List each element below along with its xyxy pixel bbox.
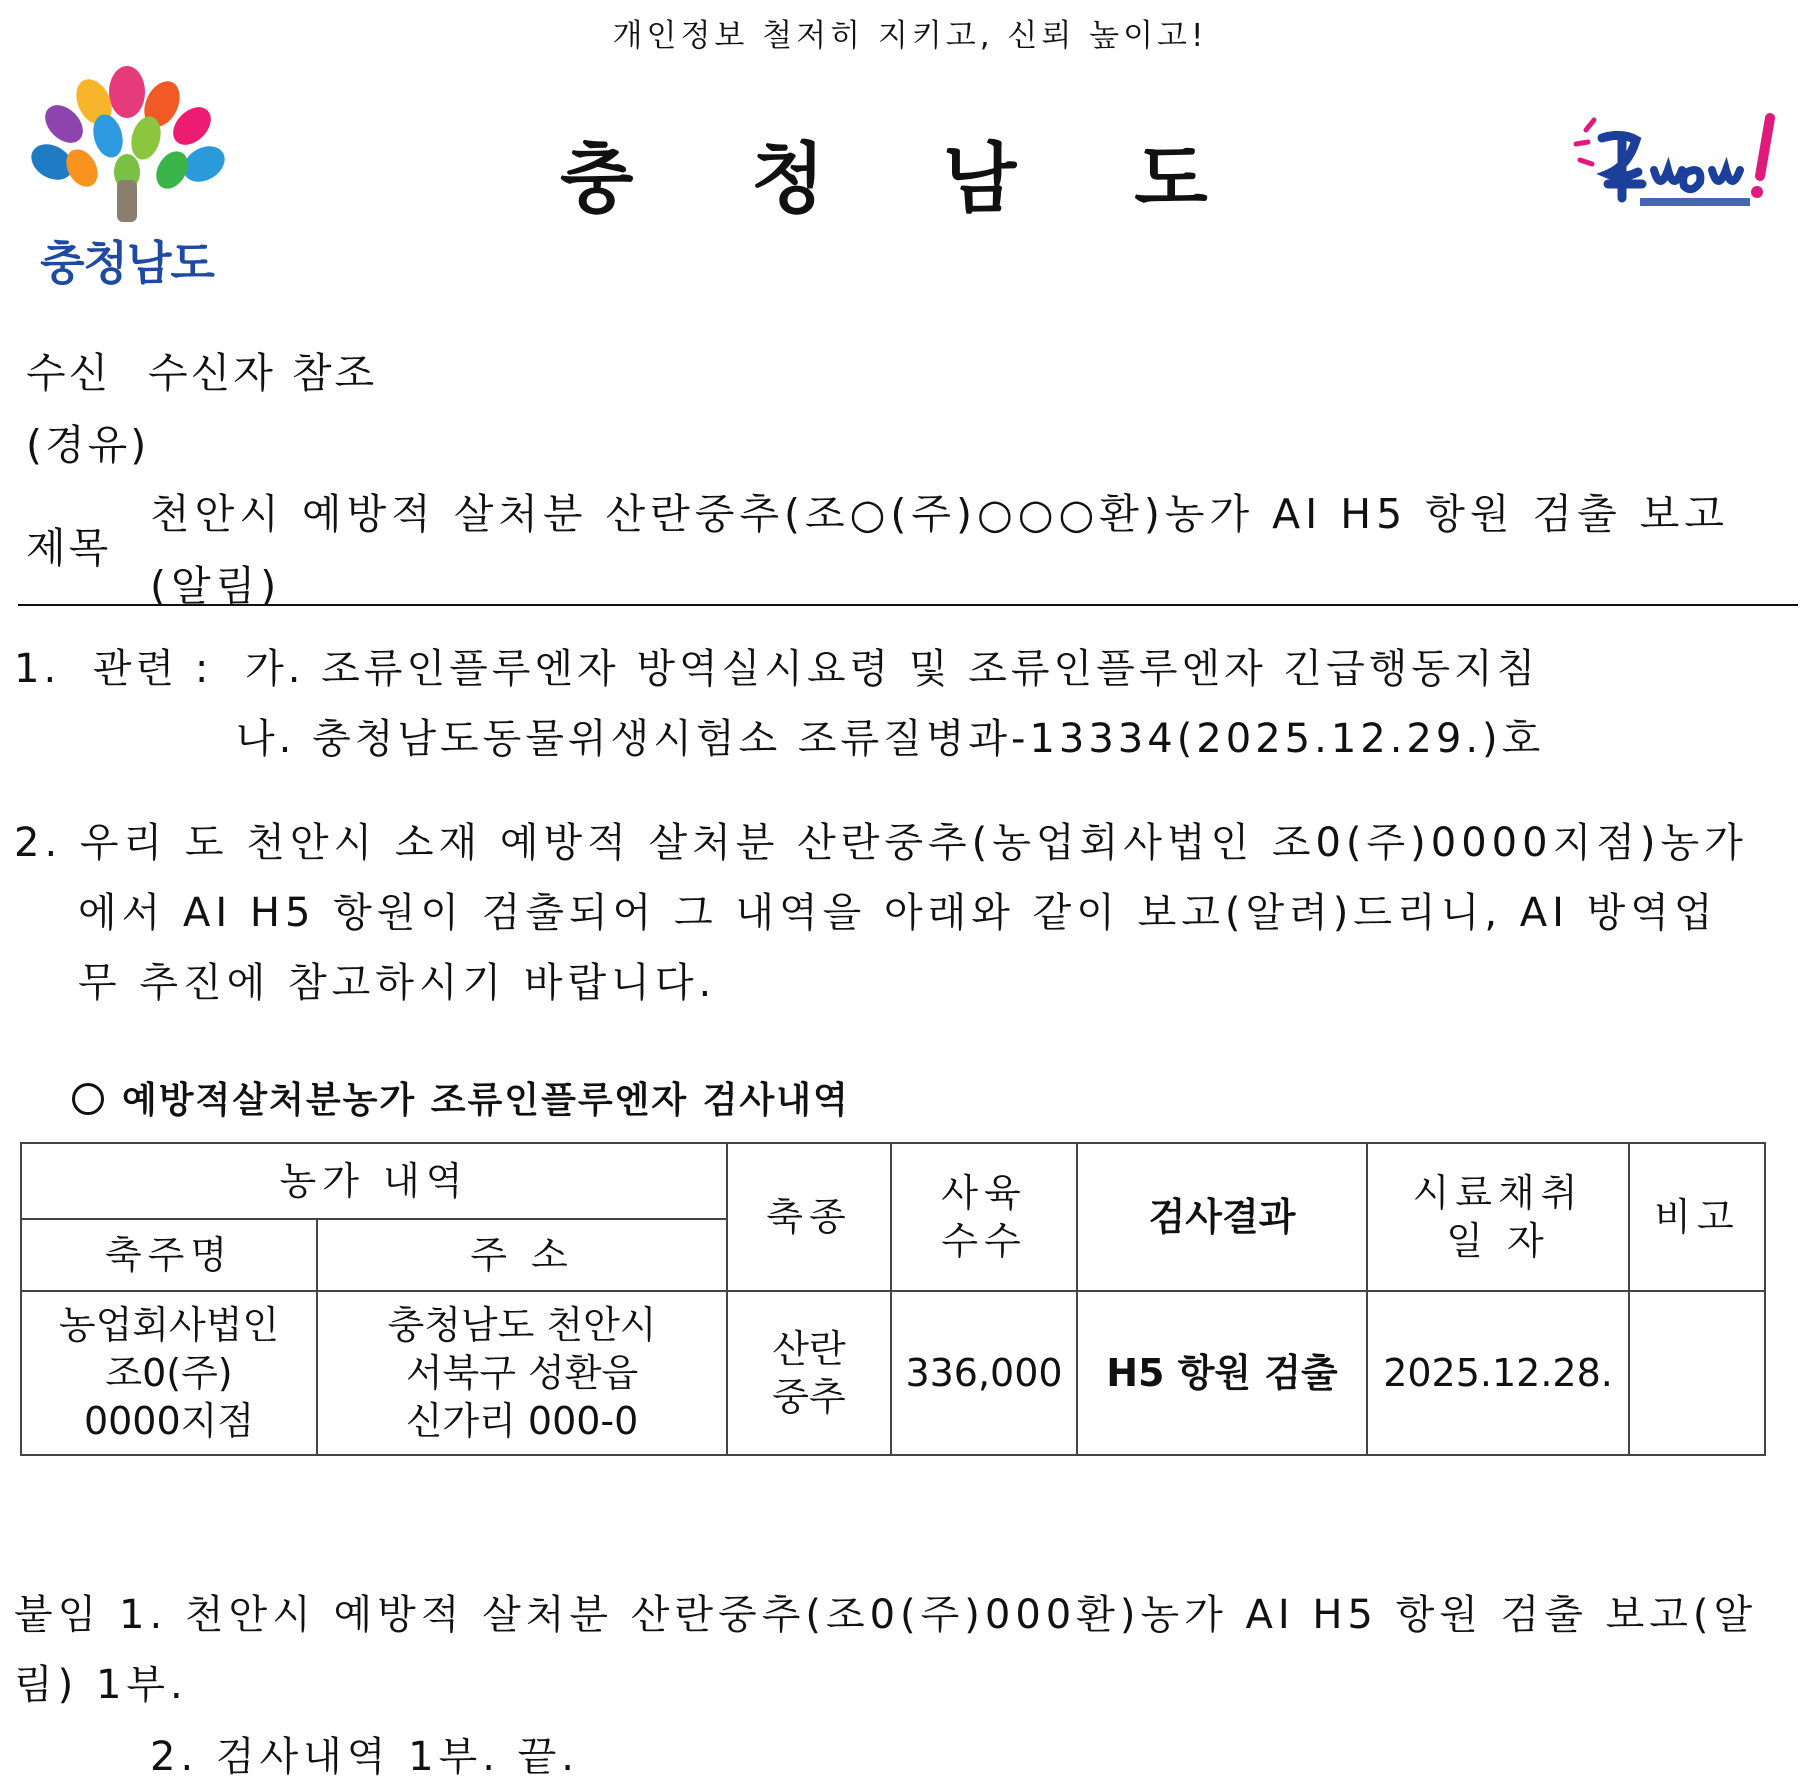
item2-line2: 에서 AI H5 항원이 검출되어 그 내역을 아래와 같이 보고(알려)드리니, AI 방역업 — [78, 890, 1718, 936]
recipient-value: 수신자 참조 — [148, 349, 378, 397]
slogan: 개인정보 철저히 지키고, 신뢰 높이고! — [612, 18, 1208, 54]
recipient-label: 수신 — [26, 349, 112, 397]
item2-paragraph — [14, 808, 1804, 1018]
item1-row — [14, 637, 1539, 694]
address-line1: 충청남도 천안시 — [387, 1303, 657, 1347]
owner-line3: 0000지점 — [83, 1399, 255, 1443]
attachment-line1: 붙임 1. 천안시 예방적 살처분 산란중추(조0(주)000환)농가 AI H5 항원 검출 보고(알 — [14, 1592, 1758, 1638]
species-line2: 중추 — [772, 1375, 846, 1419]
item1-num: 1. — [14, 646, 61, 692]
date-header-line2: 일 자 — [1446, 1219, 1550, 1263]
address-cell — [317, 1291, 727, 1455]
owner-header: 축주명 — [21, 1219, 317, 1291]
via-label: (경유) — [26, 421, 150, 469]
date-cell: 2025.12.28. — [1367, 1291, 1629, 1455]
farm-details-header: 농가 내역 — [21, 1143, 727, 1219]
owner-cell — [21, 1291, 317, 1455]
species-line1: 산란 — [772, 1327, 846, 1371]
item2-line3: 무 추진에 참고하시기 바랍니다. — [78, 960, 717, 1006]
header-divider — [18, 604, 1798, 606]
chungnam-logo — [22, 62, 232, 290]
via-row — [26, 412, 149, 471]
note-cell — [1629, 1291, 1765, 1455]
date-header — [1367, 1143, 1629, 1291]
species-cell — [727, 1291, 891, 1455]
count-cell: 336,000 — [891, 1291, 1077, 1455]
attachments — [14, 1580, 1804, 1720]
item1-b: 나. 충청남도동물위생시험소 조류질병과-13334(2025.12.29.)호 — [236, 716, 1545, 762]
subject-value: 천안시 예방적 살처분 산란중추(조○(주)○○○환)농가 AI H5 항원 검출 보고(알림) — [150, 490, 1729, 610]
tree-logo-icon — [22, 62, 232, 227]
species-header: 축종 — [727, 1143, 891, 1291]
address-header: 주 소 — [317, 1219, 727, 1291]
date-header-line1: 시료채취 — [1412, 1171, 1584, 1215]
address-line3: 신가리 000-0 — [405, 1399, 639, 1443]
circle-bullet-icon — [72, 1083, 104, 1115]
address-line2: 서북구 성환읍 — [405, 1351, 639, 1395]
inspection-table — [20, 1142, 1766, 1456]
count-header-line1: 사육 — [941, 1171, 1027, 1215]
owner-line2: 조0(주) — [105, 1351, 233, 1395]
section-heading-text: 예방적살처분농가 조류인플루엔자 검사내역 — [122, 1080, 850, 1121]
note-header: 비고 — [1629, 1143, 1765, 1291]
item2-line1: 2. 우리 도 천안시 소재 예방적 살처분 산란중추(농업회사법인 조0(주)0000지점)농가 — [14, 820, 1748, 866]
attachment-line3: 2. 검사내역 1부. 끝. — [150, 1734, 580, 1780]
item1-label: 관련 : — [92, 646, 213, 692]
owner-line1: 농업회사법인 — [58, 1303, 280, 1347]
count-header — [891, 1143, 1077, 1291]
subject-label: 제목 — [26, 524, 112, 572]
section-heading — [72, 1072, 850, 1123]
recipient-row — [26, 340, 377, 399]
attachment-line2: 림) 1부. — [14, 1662, 188, 1708]
table-row — [21, 1291, 1765, 1455]
item1-a: 가. 조류인플루엔자 방역실시요령 및 조류인플루엔자 긴급행동지침 — [245, 646, 1540, 692]
count-header-line2: 수수 — [941, 1219, 1027, 1263]
result-cell: H5 항원 검출 — [1077, 1291, 1367, 1455]
org-title: 충청남도 — [560, 134, 1326, 223]
logo-text: 충청남도 — [40, 236, 214, 290]
result-header: 검사결과 — [1077, 1143, 1367, 1291]
wow-emblem-icon — [1570, 110, 1790, 220]
